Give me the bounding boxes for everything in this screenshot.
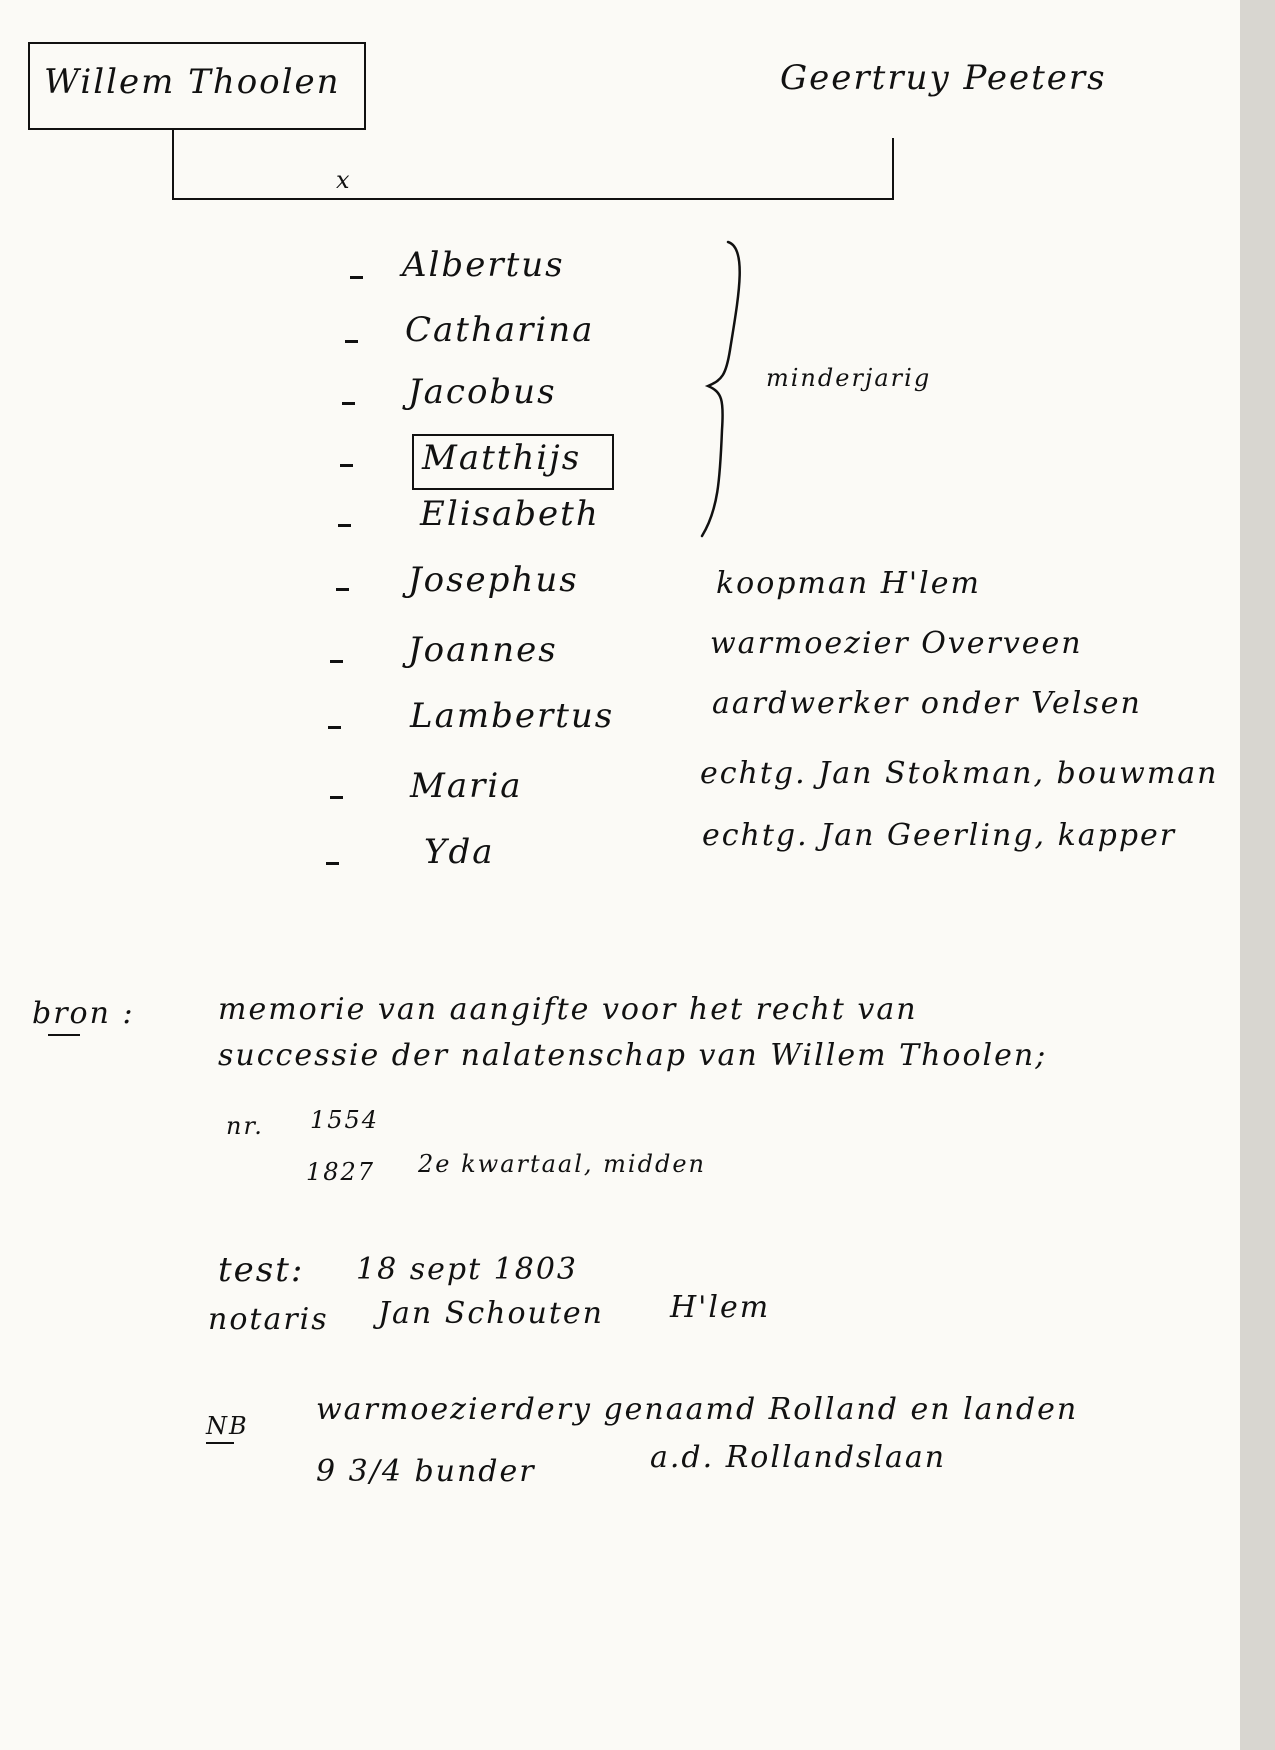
brace-icon (700, 240, 760, 540)
child-name: Josephus (408, 560, 579, 600)
source-nr-label: nr. (226, 1112, 264, 1140)
connector-left (172, 128, 174, 200)
list-dash (330, 660, 343, 663)
connector-bottom (172, 198, 894, 200)
source-period: 2e kwartaal, midden (418, 1150, 706, 1178)
mother-name: Geertruy Peeters (780, 58, 1107, 98)
child-name: Catharina (405, 310, 595, 350)
child-note: echtg. Jan Stokman, bouwman (700, 756, 1219, 791)
source-line-1: memorie van aangifte voor het recht van (218, 992, 918, 1027)
child-name: Jacobus (408, 372, 557, 412)
source-label: bron : (32, 996, 135, 1031)
source-label-underline (48, 1034, 80, 1036)
child-name: Lambertus (410, 696, 615, 736)
nb-line-1: warmoezierdery genaamd Rolland en landen (316, 1392, 1079, 1427)
child-name: Elisabeth (420, 494, 600, 534)
page-edge (1240, 0, 1275, 1750)
list-dash (350, 276, 363, 279)
list-dash (330, 796, 343, 799)
child-name: Matthijs (422, 438, 582, 478)
testament-label: test: (218, 1250, 305, 1290)
marriage-mark: x (336, 166, 352, 194)
list-dash (328, 726, 341, 729)
list-dash (326, 862, 339, 865)
notary-name: Jan Schouten (378, 1296, 604, 1331)
child-note: koopman H'lem (716, 566, 981, 601)
nb-line-2a: 9 3/4 bunder (316, 1454, 536, 1489)
father-name: Willem Thoolen (44, 62, 341, 102)
child-note: warmoezier Overveen (710, 626, 1083, 661)
source-line-2: successie der nalatenschap van Willem Thoolen; (218, 1038, 1048, 1073)
source-year: 1827 (306, 1158, 376, 1186)
testament-date: 18 sept 1803 (356, 1252, 579, 1287)
nb-label: NB (206, 1412, 249, 1440)
list-dash (340, 464, 353, 467)
list-dash (338, 524, 351, 527)
child-name: Joannes (408, 630, 558, 670)
child-note: aardwerker onder Velsen (712, 686, 1142, 721)
list-dash (336, 588, 349, 591)
list-dash (342, 402, 355, 405)
child-name: Albertus (402, 245, 565, 285)
child-name: Yda (424, 832, 495, 872)
brace-label: minderjarig (766, 364, 932, 392)
notary-label: notaris (208, 1302, 329, 1337)
notary-place: H'lem (670, 1290, 771, 1325)
child-name: Maria (410, 766, 523, 806)
connector-right (892, 138, 894, 200)
list-dash (345, 340, 358, 343)
child-note: echtg. Jan Geerling, kapper (702, 818, 1177, 853)
source-nr-value: 1554 (310, 1106, 380, 1134)
nb-label-underline (206, 1442, 234, 1444)
nb-line-2b: a.d. Rollandslaan (650, 1440, 947, 1475)
